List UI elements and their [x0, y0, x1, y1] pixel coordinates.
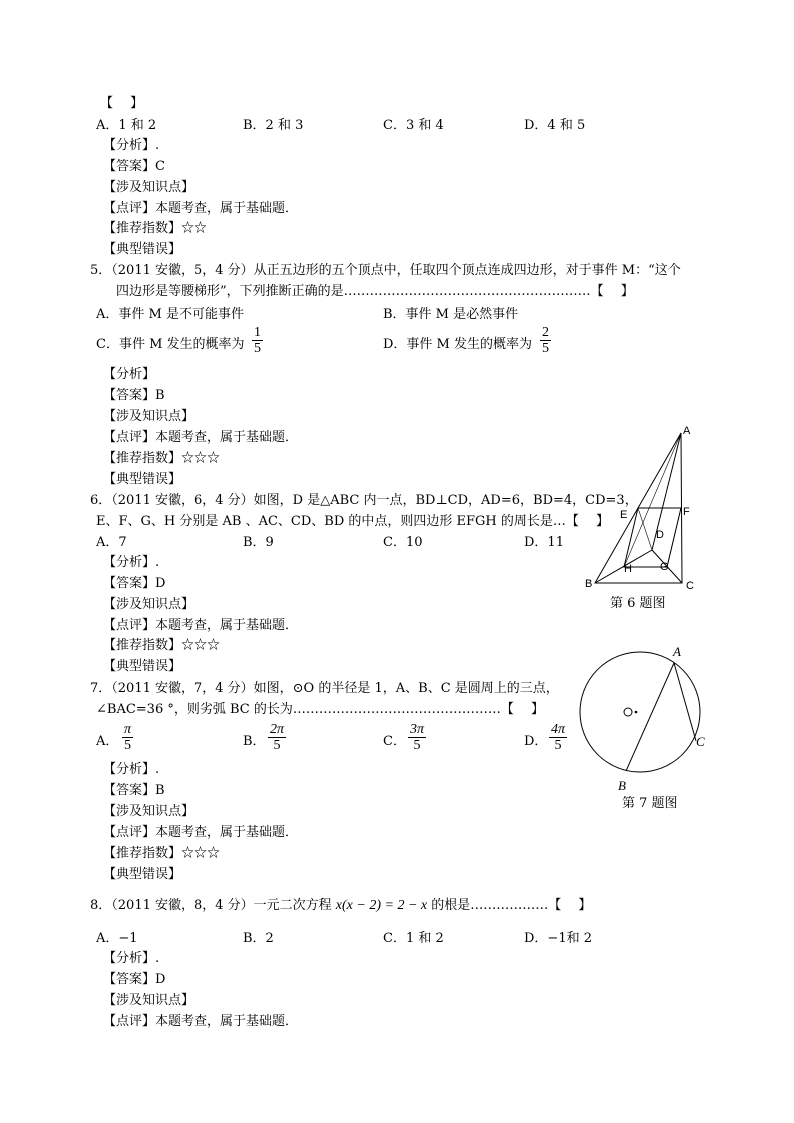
q6-option-c: C．10	[383, 535, 423, 550]
q4-analysis: 【分析】.	[103, 138, 160, 153]
fraction-denominator: 5	[542, 341, 549, 356]
fraction-denominator: 5	[413, 738, 421, 753]
q4-errors: 【典型错误】	[103, 242, 182, 257]
q5-errors: 【典型错误】	[103, 472, 182, 487]
q5-comment: 【点评】本题考查，属于基础题．	[103, 430, 299, 445]
q4-knowledge: 【涉及知识点】	[103, 180, 195, 195]
q7-option-b: B．	[243, 734, 266, 749]
q8-option-c: C．1 和 2	[383, 931, 444, 946]
q5-option-d: D．事件 M 发生的概率为	[383, 337, 532, 352]
q5-option-a: A．事件 M 是不可能事件	[96, 307, 244, 322]
q7-option-d: D．	[524, 734, 548, 749]
chord-ab	[626, 663, 674, 771]
label-g: G	[660, 561, 669, 573]
fraction-denominator: 5	[554, 738, 562, 753]
fraction-numerator: 2π	[270, 722, 285, 737]
q7-option-c-fraction	[408, 722, 426, 753]
q6-option-d: D．11	[524, 535, 564, 550]
q7-answer: 【答案】B	[103, 783, 165, 798]
q5-option-b: B．事件 M 是必然事件	[383, 307, 519, 322]
label-b: B	[618, 778, 626, 793]
label-a: A	[673, 644, 681, 659]
q8-analysis: 【分析】.	[103, 951, 160, 966]
chord-ac	[674, 663, 696, 741]
label-c: C	[696, 734, 705, 749]
q4-option-c: C．3 和 4	[383, 118, 444, 133]
q6-errors: 【典型错误】	[103, 659, 182, 674]
q5-stem-line2: 四边形是等腰梯形”，下列推断正确的是…………………………………………………【 】	[116, 284, 634, 299]
q4-comment: 【点评】本题考查，属于基础题．	[103, 201, 299, 216]
q6-comment: 【点评】本题考查，属于基础题．	[103, 618, 299, 633]
q6-rating: 【推荐指数】☆☆☆	[103, 638, 221, 653]
q4-answer-bracket: 【 】	[100, 96, 144, 111]
q7-circle-figure	[570, 640, 720, 800]
fraction-denominator: 5	[273, 738, 281, 753]
q7-option-c: C．	[383, 734, 406, 749]
q8-stem-prefix: 8．（2011 安徽，8，4 分）一元二次方程	[90, 898, 336, 913]
fraction-denominator: 5	[254, 341, 261, 356]
q7-knowledge: 【涉及知识点】	[103, 804, 195, 819]
q4-answer: 【答案】C	[103, 159, 165, 174]
label-c: C	[686, 580, 694, 592]
fraction-denominator: 5	[124, 738, 131, 753]
q5-analysis: 【分析】	[103, 367, 156, 382]
fraction-numerator: 1	[254, 325, 261, 340]
circle-o	[580, 652, 700, 772]
q4-option-d: D．4 和 5	[524, 118, 586, 133]
label-d: D	[656, 529, 664, 541]
q7-analysis: 【分析】.	[103, 762, 160, 777]
q5-rating: 【推荐指数】☆☆☆	[103, 451, 221, 466]
q7-option-a-fraction	[122, 722, 133, 753]
q8-answer: 【答案】D	[103, 972, 166, 987]
q7-option-b-fraction	[268, 722, 286, 753]
label-h: H	[624, 563, 632, 575]
label-e: E	[620, 509, 628, 521]
q8-stem-suffix: 的根是………………【 】	[427, 898, 592, 913]
label-a: A	[683, 425, 691, 437]
q6-analysis: 【分析】.	[103, 555, 160, 570]
q6-stem-line2: E、F、G、H 分别是 AB 、AC、CD、BD 的中点，则四边形 EFGH 的周长是…【 】	[96, 514, 610, 529]
center-dot	[635, 711, 638, 714]
q4-option-b: B．2 和 3	[243, 118, 304, 133]
q7-comment: 【点评】本题考查，属于基础题．	[103, 825, 299, 840]
q8-option-b: B．2	[243, 931, 274, 946]
label-b: B	[585, 578, 593, 590]
q8-equation: x(x − 2) = 2 − x	[335, 898, 428, 913]
q5-option-d-fraction	[540, 325, 551, 356]
q6-option-b: B．9	[243, 535, 274, 550]
q6-answer: 【答案】D	[103, 576, 166, 591]
q8-option-a: A．−1	[96, 931, 138, 946]
q7-rating: 【推荐指数】☆☆☆	[103, 846, 221, 861]
q6-figure-caption: 第 6 题图	[610, 596, 666, 611]
label-f: F	[683, 506, 690, 518]
q8-comment: 【点评】本题考查，属于基础题．	[103, 1014, 299, 1029]
q4-rating: 【推荐指数】☆☆	[103, 221, 208, 236]
fraction-numerator: 2	[542, 325, 549, 340]
q4-option-a: A．1 和 2	[96, 118, 157, 133]
q7-stem-line1: 7．（2011 安徽，7，4 分）如图，⊙O 的半径是 1，A、B、C 是圆周上的三点，	[90, 681, 559, 696]
q8-knowledge: 【涉及知识点】	[103, 993, 195, 1008]
fraction-numerator: 4π	[551, 722, 566, 737]
center-o-marker	[624, 708, 632, 716]
fraction-numerator: 3π	[410, 722, 425, 737]
q6-triangle-figure	[580, 420, 710, 595]
segment-inner-2	[667, 508, 681, 567]
q6-stem-line1: 6．（2011 安徽，6，4 分）如图，D 是△ABC 内一点，BD⊥CD，AD=6，BD=4，CD=3，	[90, 493, 638, 508]
q7-option-a: A．	[96, 734, 119, 749]
fraction-numerator: π	[124, 722, 132, 737]
q7-figure-caption: 第 7 题图	[622, 796, 678, 811]
q5-stem-line1: 5．（2011 安徽，5，4 分）从正五边形的五个顶点中，任取四个顶点连成四边形，对于事件 M：“这个	[90, 263, 681, 278]
q6-knowledge: 【涉及知识点】	[103, 597, 195, 612]
q7-stem-line2: ∠BAC=36 °，则劣弧 BC 的长为…………………………………………【 】	[96, 702, 544, 717]
q5-knowledge: 【涉及知识点】	[103, 409, 195, 424]
q7-option-d-fraction	[549, 722, 567, 753]
q8-option-d: D．−1和 2	[524, 931, 592, 946]
q6-option-a: A．7	[96, 535, 127, 550]
q7-errors: 【典型错误】	[103, 867, 182, 882]
q8-stem	[90, 898, 591, 914]
q5-option-c: C．事件 M 发生的概率为	[96, 337, 245, 352]
q5-option-c-fraction	[252, 325, 263, 356]
q5-answer: 【答案】B	[103, 388, 165, 403]
